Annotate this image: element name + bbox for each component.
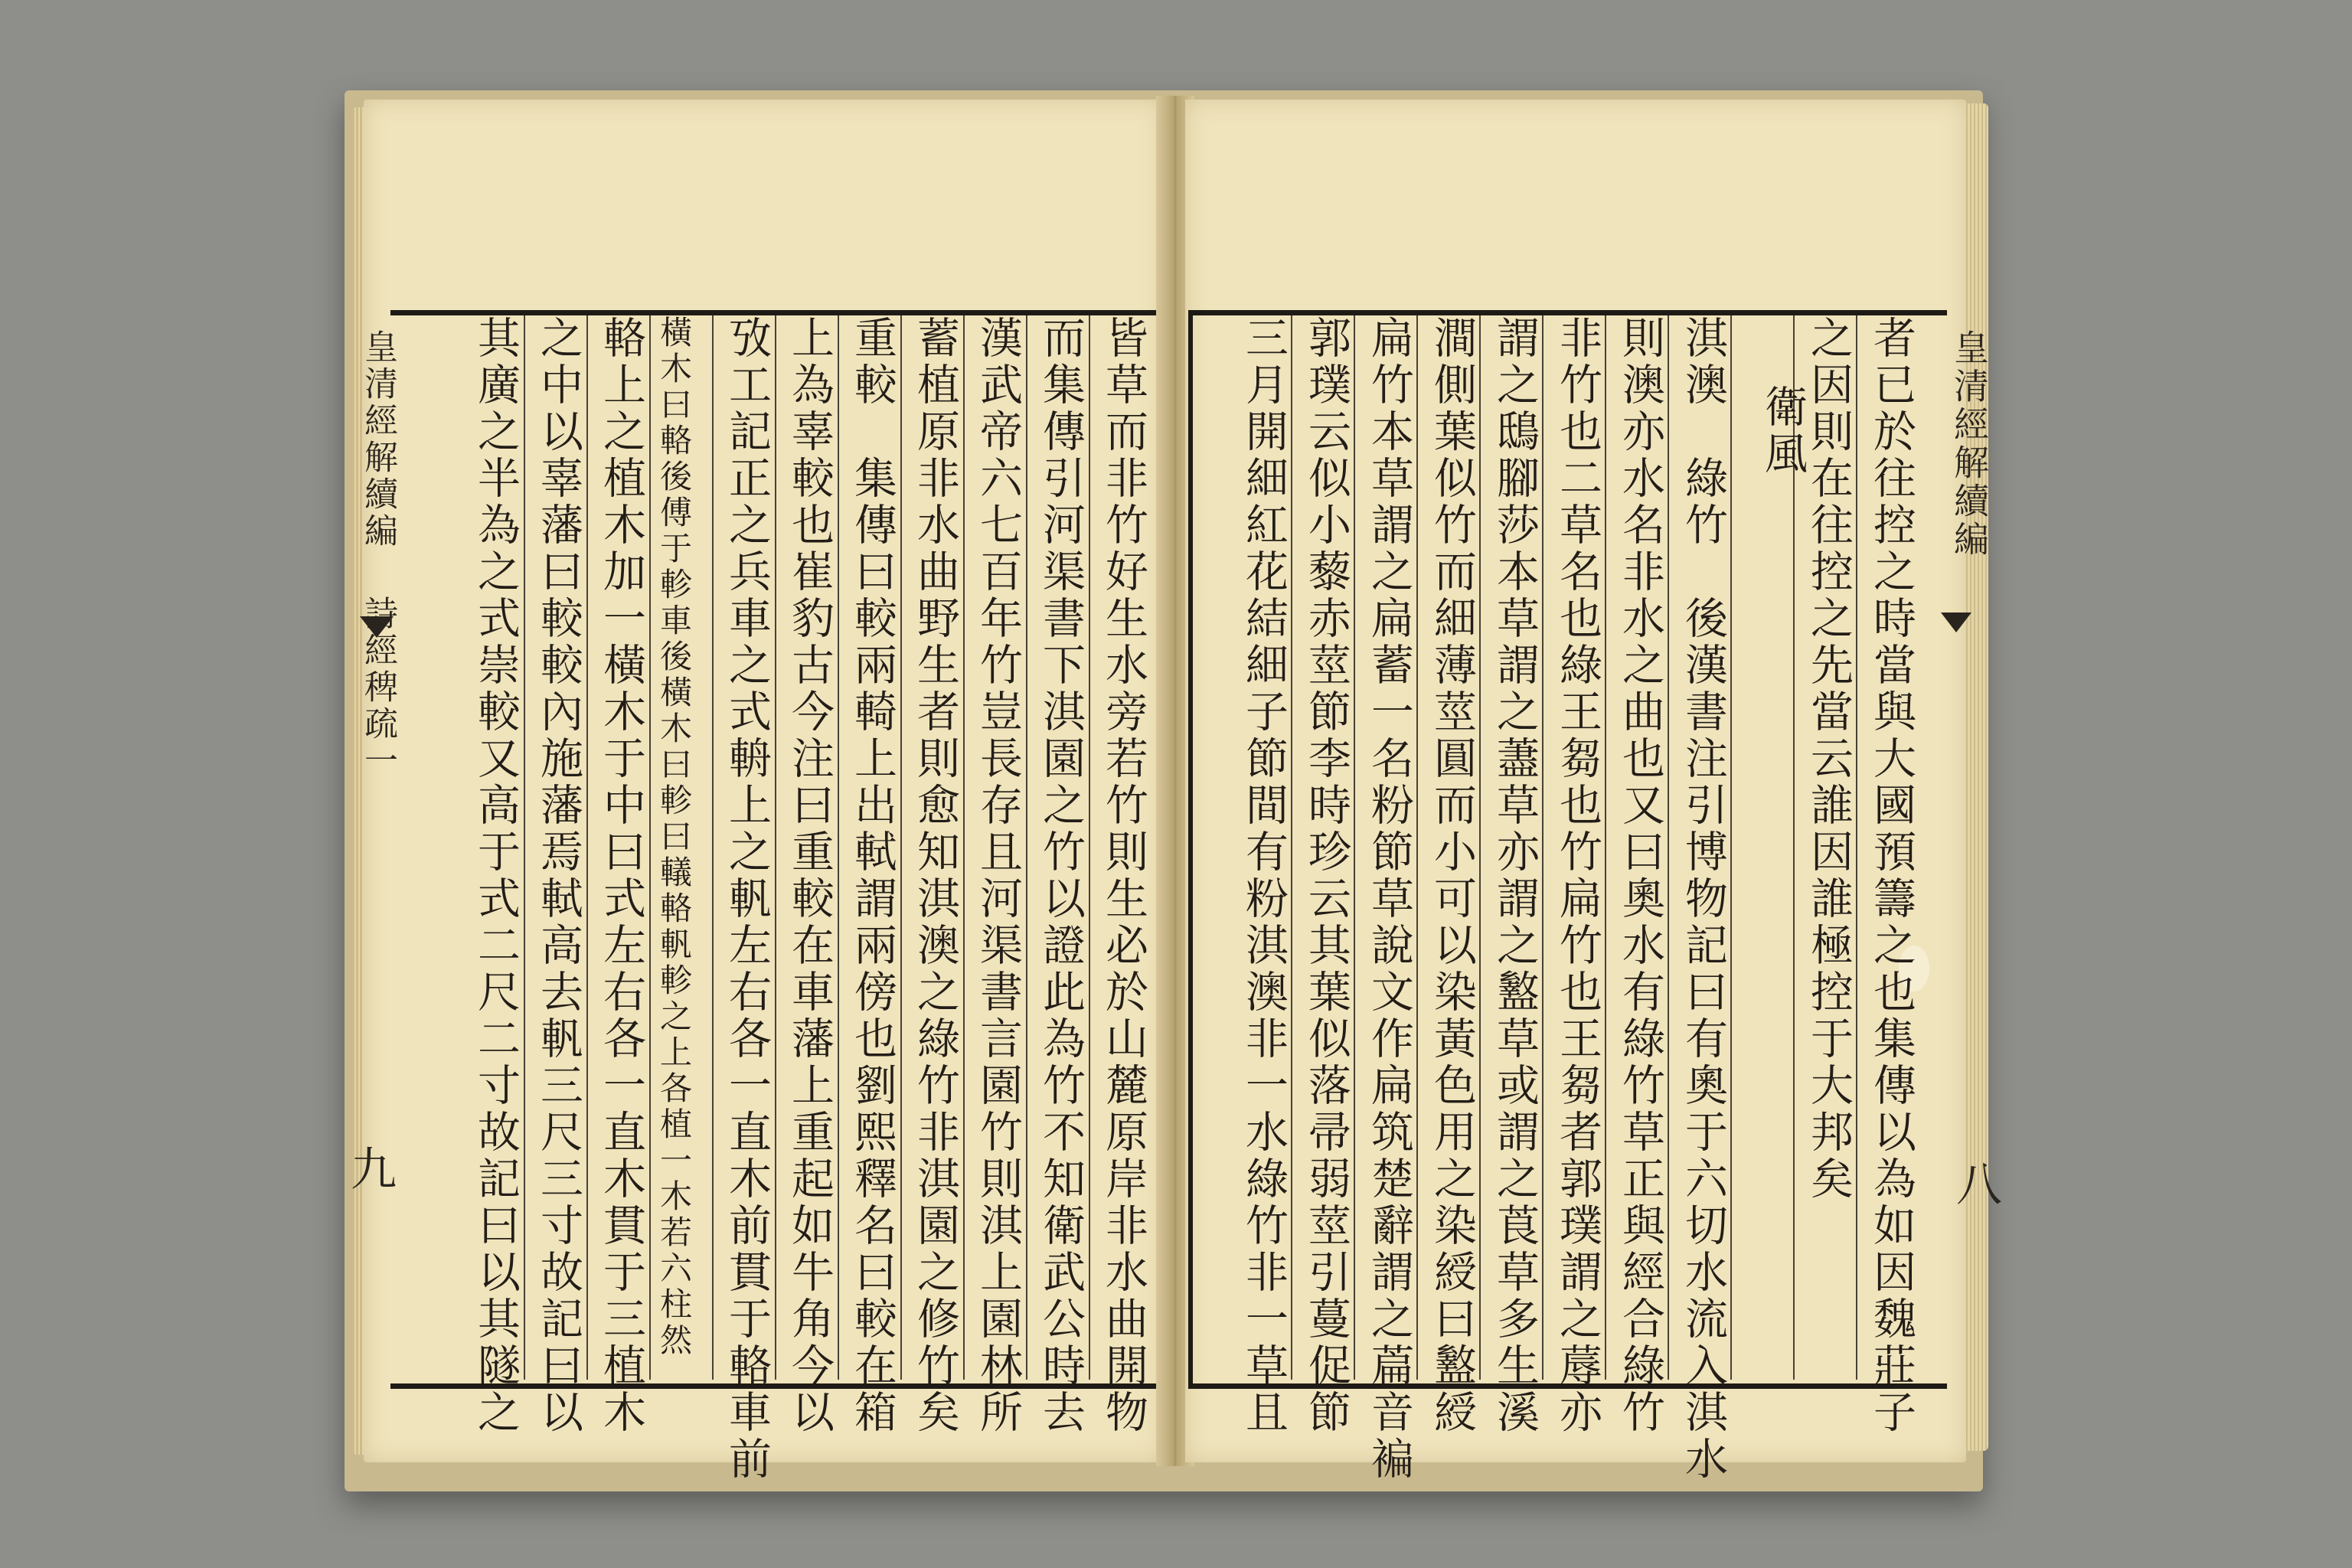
column-rule <box>775 315 776 1380</box>
right-column-4: 則澳亦水名非水之曲也又曰奧水有綠竹草正與經合綠竹 <box>1615 315 1665 1436</box>
column-rule <box>1542 315 1544 1380</box>
right-folio: 八 <box>1956 1158 2002 1212</box>
left-column-3: 漢武帝六七百年竹豈長存且河渠書言園竹則淇上園林所 <box>973 315 1023 1436</box>
left-column-1: 皆草而非竹好生水旁若竹則生必於山麓原岸非水曲開物 <box>1099 315 1148 1436</box>
column-rule <box>963 315 965 1380</box>
column-rule <box>1605 315 1606 1380</box>
column-rule <box>1089 315 1090 1380</box>
right-column-7: 澗側葉似竹而細薄莖圓而小可以染黃色用之染綬曰盭綬 <box>1427 315 1477 1436</box>
right-column-6: 謂之鴟腳莎本草謂之藎草亦謂之盭草或謂之莨草多生溪 <box>1490 315 1540 1436</box>
column-rule <box>838 315 839 1380</box>
chapter-heading: 衛風 <box>1758 384 1808 478</box>
column-rule <box>1479 315 1481 1380</box>
column-rule <box>586 315 588 1380</box>
column-rule <box>1026 315 1027 1380</box>
column-rule <box>1291 315 1292 1380</box>
right-margin-title: 皇清經解續編 <box>1949 329 1990 559</box>
right-text-frame <box>1188 310 1947 1483</box>
right-column-1: 者已於往控之時當與大國預籌之也集傳以為如因魏莊子 <box>1867 315 1916 1436</box>
left-column-4: 蓄植原非水曲野生者則愈知淇澳之綠竹非淇園之修竹矣 <box>910 315 960 1436</box>
left-column-11: 其廣之半為之式崇較又高于式二尺二寸故記曰以其隧之 <box>471 315 521 1436</box>
left-section-title: 詩經稗疏一 <box>358 596 397 779</box>
right-column-2: 之因則在往控之先當云誰因誰極控于大邦矣 <box>1804 315 1854 1203</box>
column-rule <box>524 315 525 1380</box>
column-rule <box>1416 315 1418 1380</box>
left-column-8: 橫木曰輅後傅于軫車後橫木曰軫曰轙輅軓軫之上各植一木若六柱然 <box>655 315 693 1359</box>
column-rule <box>712 315 714 1380</box>
column-rule <box>900 315 902 1380</box>
column-rule <box>1730 315 1732 1380</box>
left-column-10: 之中以辜藩曰較較內施藩焉軾高去軓三尺三寸故記曰以 <box>534 315 583 1436</box>
right-column-10: 三月開細紅花結細子節間有粉淇澳非一水綠竹非一草且 <box>1239 315 1289 1436</box>
right-column-8: 扁竹本草謂之扁蓄一名粉節草說文作扁筑楚辭謂之萹音褊 <box>1364 315 1414 1483</box>
column-rule <box>1354 315 1355 1380</box>
left-column-2: 而集傳引河渠書下淇園之竹以證此為竹不知衛武公時去 <box>1036 315 1086 1436</box>
right-column-9: 郭璞云似小藜赤莖節李時珍云其葉似落帚弱莖引蔓促節 <box>1302 315 1351 1436</box>
right-column-3: 淇澳 綠竹 後漢書注引博物記曰有奧于六切水流入淇水 <box>1678 315 1728 1483</box>
left-column-9: 輅上之植木加一橫木于中曰式左右各一直木貫于三植木 <box>596 315 646 1436</box>
right-column-5: 非竹也二草名也綠王芻也竹扁竹也王芻者郭璞謂之蓐亦 <box>1553 315 1602 1436</box>
left-column-7: 攷工記正之兵車之式輈上之軓左右各一直木前貫于輅車前 <box>722 315 772 1483</box>
left-column-6: 上為辜較也崔豹古今注曰重較在車藩上重起如牛角今以 <box>785 315 835 1436</box>
column-rule <box>649 315 651 1380</box>
left-column-5: 重較 集傳曰較兩輢上出軾謂兩傍也劉熙釋名曰較在箱 <box>848 315 897 1436</box>
column-rule <box>1856 315 1857 1380</box>
column-rule <box>1668 315 1669 1380</box>
left-text-frame <box>390 310 1161 1483</box>
left-book-title: 皇清經解續編 <box>358 329 397 550</box>
left-folio: 九 <box>351 1143 397 1197</box>
